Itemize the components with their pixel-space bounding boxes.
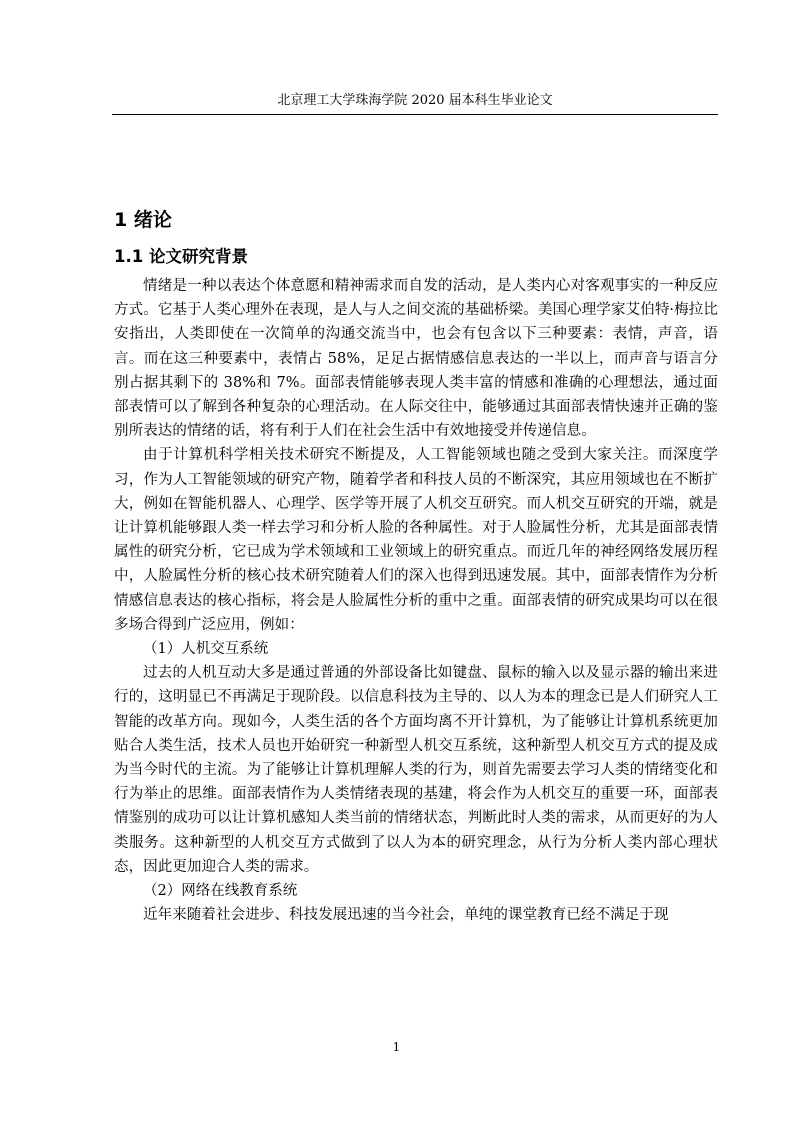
header-rule	[112, 114, 718, 115]
list-item-online-education: （2）网络在线教育系统	[143, 883, 298, 900]
page-header: 北京理工大学珠海学院 2020 届本科生毕业论文	[277, 93, 553, 108]
page-number: 1	[392, 1040, 401, 1054]
list-item-hci: （1）人机交互系统	[143, 641, 269, 658]
chapter-title: 1 绪论	[114, 209, 172, 231]
section-title: 1.1 论文研究背景	[114, 247, 248, 266]
paragraph-hci: 过去的人机互动大多是通过普通的外部设备比如键盘、鼠标的输入以及显示器的输出来进行的，这明显已不再满足于现阶段。以信息科技为主导的、以人为本的理念已是人们研究人工智能的改革方向。现如今，人类生活的各个方面均离不开计算机，为了能够让计算机系统更加贴合人类生活，技术人员也开始研究一种新型人机交互系统，这种新型人机交互方式的提及成为当今时代的主流。为了能够让计算机理解人类的行为，则首先需要去学习人类的情绪变化和行为举止的思维。面部表情作为人类情绪表现的基建，将会作为人机交互的重要一环，面部表情鉴别的成功可以让计算机感知人类当前的情绪状态，判断此时人类的需求，从而更好的为人类服务。这种新型的人机交互方式做到了以人为本的研究理念，从行为分析人类内部心理状态，因此更加迎合人类的需求。	[114, 665, 718, 875]
paragraph-online-education: 近年来随着社会进步、科技发展迅速的当今社会，单纯的课堂教育已经不满足于现	[143, 907, 669, 924]
paragraph-ai: 由于计算机科学相关技术研究不断提及，人工智能领域也随之受到大家关注。而深度学习，作为人工智能领域的研究产物，随着学者和科技人员的不断深究，其应用领域也在不断扩大，例如在智能机器人、心理学、医学等开展了人机交互研究。而人机交互研究的开端，就是让计算机能够跟人类一样去学习和分析人脸的各种属性。对于人脸属性分析，尤其是面部表情属性的研究分析，它已成为学术领域和工业领域上的研究重点。而近几年的神经网络发展历程中，人脸属性分析的核心技术研究随着人们的深入也得到迅速发展。其中，面部表情作为分析情感信息表达的核心指标，将会是人脸属性分析的重中之重。面部表情的研究成果均可以在很多场合得到广泛应用，例如：	[114, 447, 718, 633]
paragraph-emotion: 情绪是一种以表达个体意愿和精神需求而自发的活动，是人类内心对客观事实的一种反应方式。它基于人类心理外在表现，是人与人之间交流的基础桥梁。美国心理学家艾伯特·梅拉比安指出，人类即使在一次简单的沟通交流当中，也会有包含以下三种要素：表情，声音，语言。而在这三种要素中，表情占 58%，足足占据情感信息表达的一半以上，而声音与语言分别占据其剩下的 38%和 7%。面部表情能够表现人类丰富的情感和准确的心理想法，通过面部表情可以了解到各种复杂的心理活动。在人际交往中，能够通过其面部表情快速并正确的鉴别所表达的情绪的话，将有利于人们在社会生活中有效地接受并传递信息。	[114, 278, 718, 440]
page-body	[114, 206, 718, 927]
